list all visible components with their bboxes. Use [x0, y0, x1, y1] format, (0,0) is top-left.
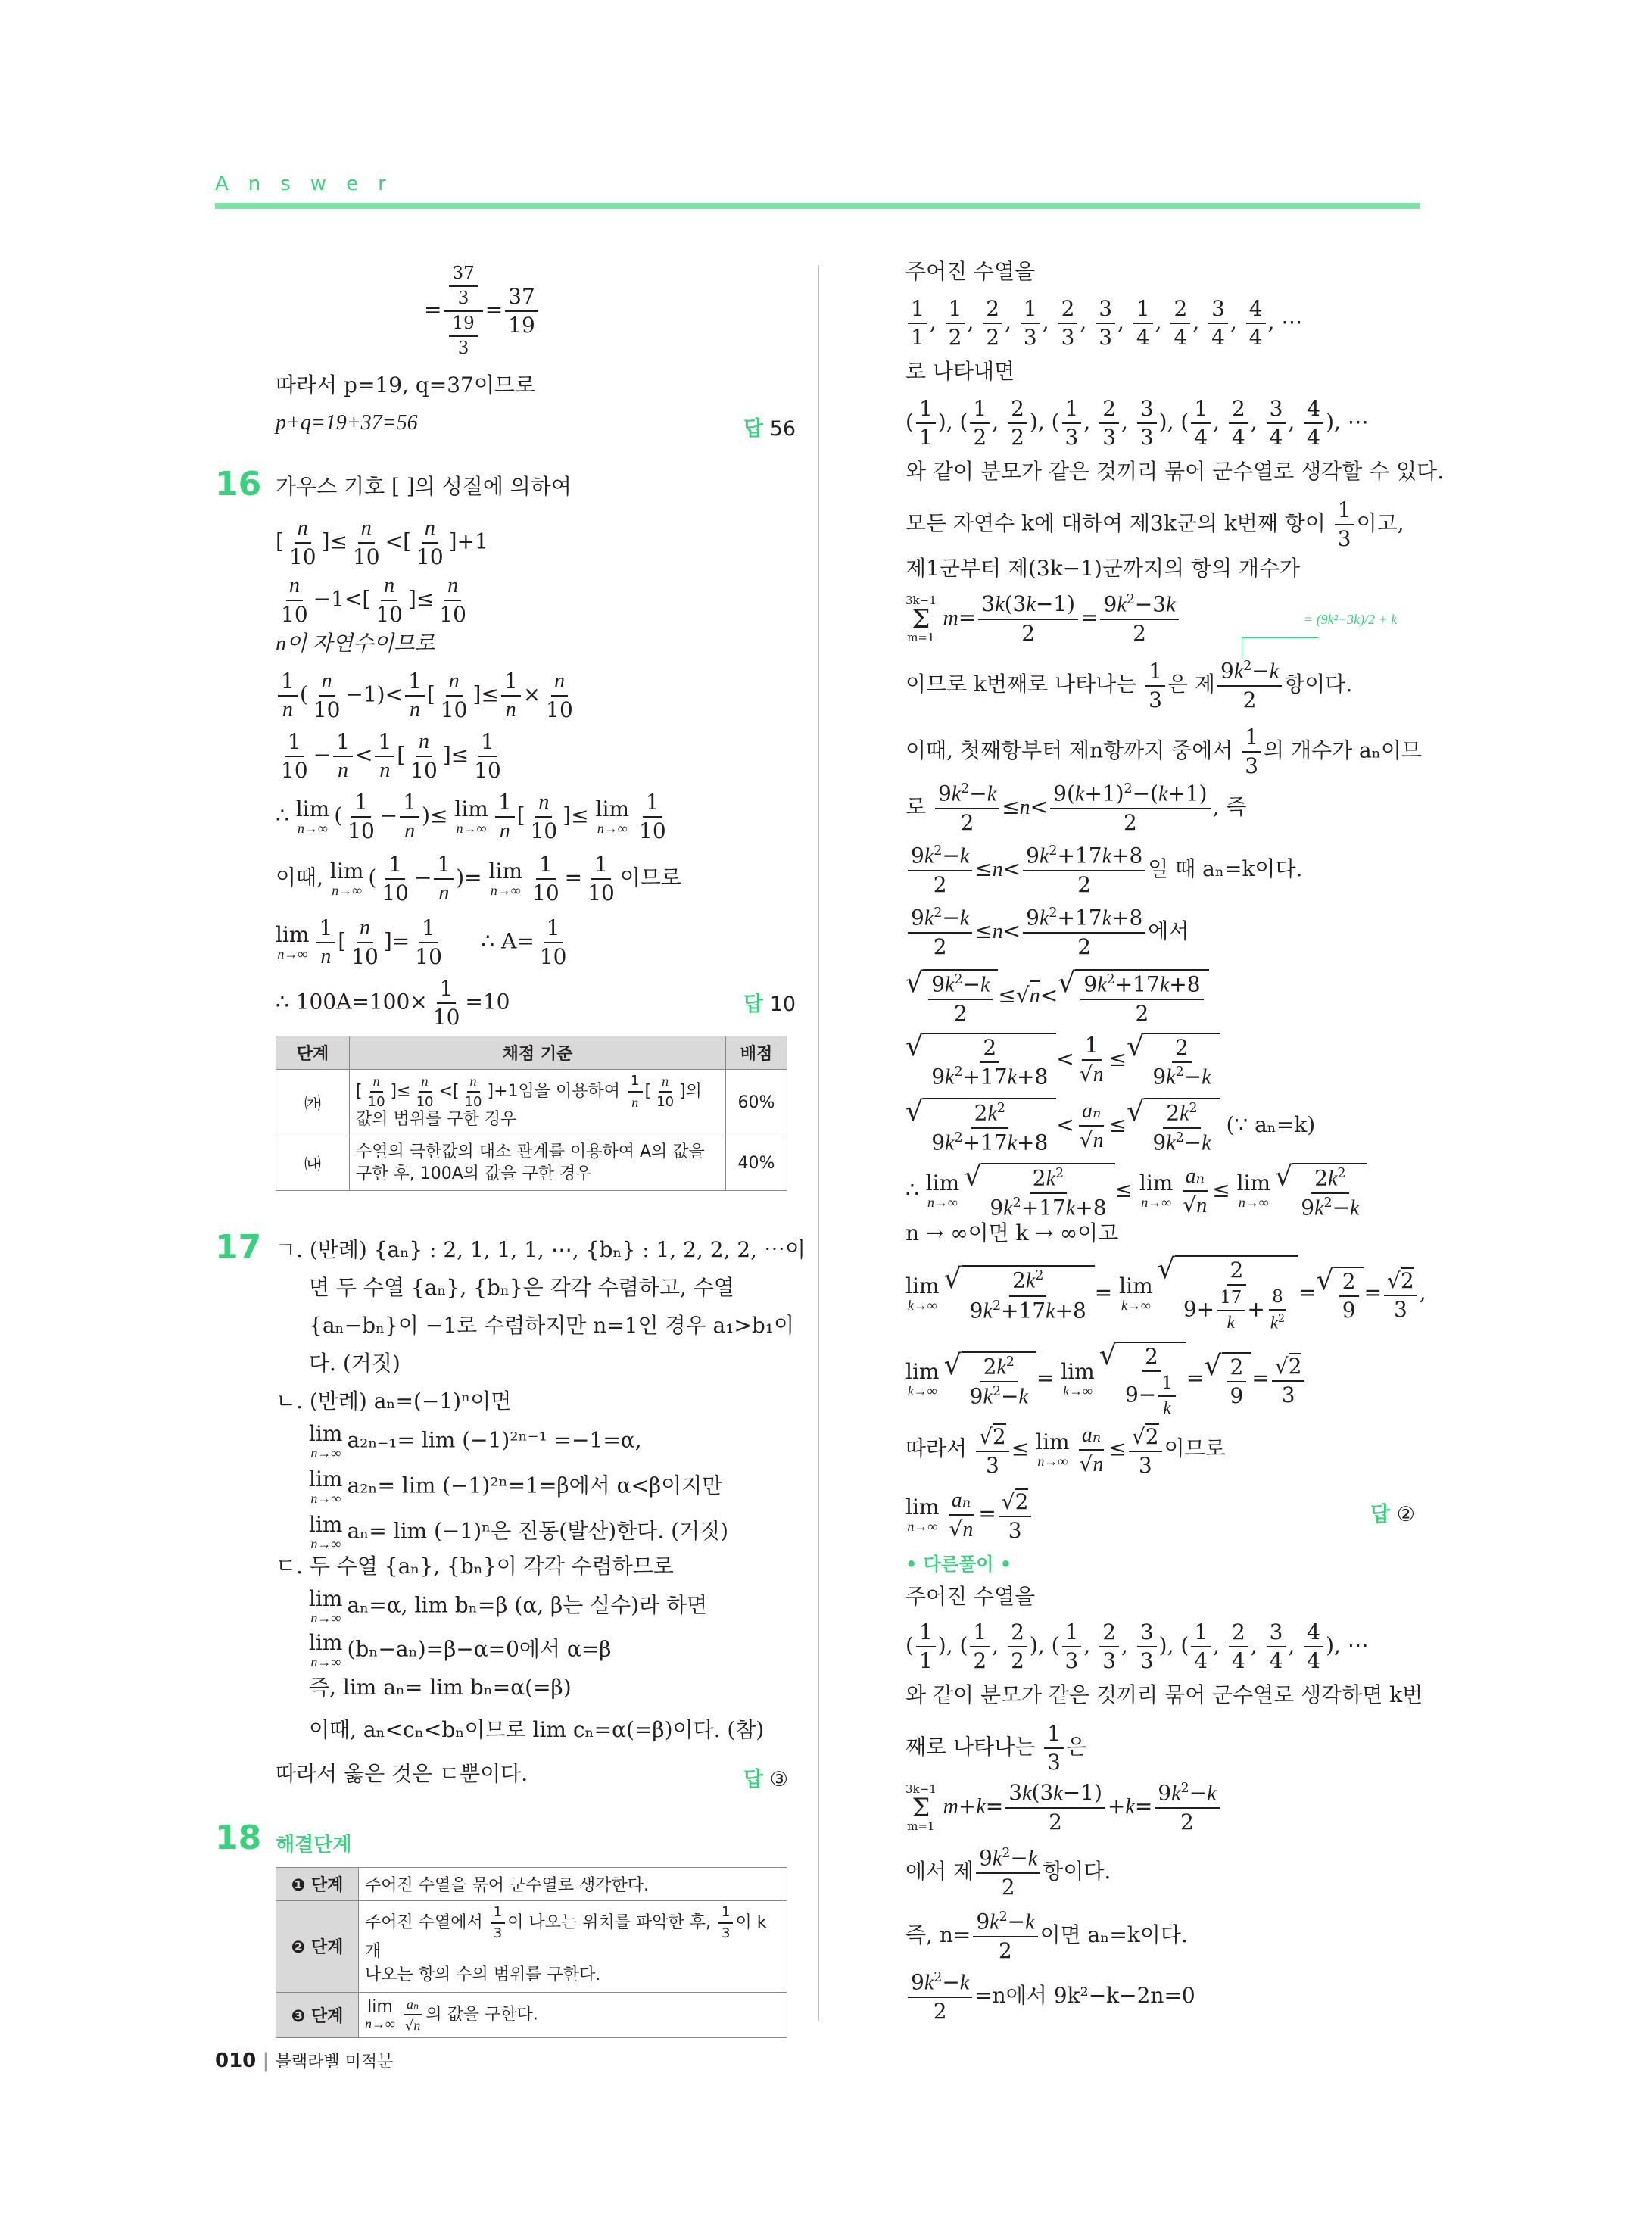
p17-c1: ㄷ. 두 수열 {aₙ}, {bₙ}이 각각 수렴하므로	[276, 1554, 674, 1579]
r-alt6: $\frac{9k^2-k}{2}$ =n에서 9k²−k−2n=0	[905, 1972, 1195, 2022]
footer: 010 | 블랙라벨 미적분	[215, 2050, 394, 2072]
r-line4: 모든 자연수 k에 대하여 제3k군의 k번째 항이 $\frac{1}{3}$ 이고,	[905, 497, 1404, 551]
p17-c5: 이때, aₙ<cₙ<bₙ이므로 lim cₙ=α(=β)이다. (참)	[309, 1717, 765, 1742]
p17-b4: lim n→∞ aₙ= lim (−1)ⁿ은 진동(발산)한다. (거짓)	[309, 1512, 729, 1551]
p17-a2: 면 두 수열 {aₙ}, {bₙ}은 각각 수렴하고, 수열	[309, 1275, 734, 1300]
p15-line1: 따라서 p=19, q=37이므로	[276, 372, 536, 397]
r-annotation-bracket	[1242, 637, 1318, 659]
p15-answer: 답 56	[743, 417, 796, 441]
r-line12: 따라서 $\frac{√2}{3}$ ≤ lim n→∞ $\frac{\text{aₙ}}{√n}$ ≤ $\frac{√2}{3}$ 이므로	[905, 1423, 1226, 1478]
r-alt-grouped: ( $\frac{1}{1}$ ), ( $\frac{1}{2}$ , $\frac{2}{2}$ ), ( $\frac{1}{3}$ , $\frac{2}{3}$ , $\frac{3}{3}$ ), ( $\frac{1}{4}$ , $\frac{2}{4}$ , $\frac{3}{4}$ , $\frac{4}{4}$ ), ⋯	[905, 1619, 1369, 1673]
p17-b1: ㄴ. (반례) aₙ=(−1)ⁿ이면	[276, 1389, 512, 1414]
r-line6: 이므로 k번째로 나타나는 $\frac{1}{3}$ 은 제 $\frac{9k^2-k}{2}$ 항이다.	[905, 658, 1353, 713]
p17-number: 17	[215, 1228, 262, 1267]
p16-ineq3: $\frac{1}{n}$ ( $\frac{n}{10}$ −1)< $\frac{1}{n}$ [ $\frac{n}{10}$ ]≤ $\frac{1}{n}$ × $\frac{n}{10}$	[276, 671, 578, 721]
r-line2: 로 나타내면	[905, 359, 1015, 384]
table-row: ㈎ [ $\frac{n}{10}$ ]≤ $\frac{n}{10}$ <[ $\frac{n}{10}$ ]+1임을 이용하여 $\frac{1}{n}$ [ $\frac{n}{10}$ ]의 값의 범위를 구한 경우 60%	[276, 1070, 787, 1136]
p16-grading-table	[276, 1036, 787, 1191]
r-alt4: 에서 제 $\frac{9k^2-k}{2}$ 항이다.	[905, 1845, 1111, 1900]
table-row: ❸ 단계 lim n→∞ $\frac{\text{aₙ}}{√n}$ 의 값을 구한다.	[276, 1992, 787, 2037]
r-annotation: = (9k²−3k)/2 + k	[1304, 612, 1398, 627]
p18-number: 18	[215, 1819, 262, 1857]
r-limit2: lim k→∞ √ $\frac{2k^2}{9k^2-k}$ = lim k→∞ √ 2 9− $\frac{1}{k}$ = √ $\frac{2}{9}$ = $\frac{√2}{3}$	[905, 1342, 1307, 1417]
r-line7: 이때, 첫째항부터 제n항까지 중에서 $\frac{1}{3}$ 의 개수가 aₙ이므	[905, 725, 1422, 778]
table-row: ㈏ 수열의 극한값의 대소 관계를 이용하여 A의 값을 구한 후, 100A의 값을 구한 경우 40%	[276, 1136, 787, 1190]
p17-c4: 즉, lim aₙ= lim bₙ=α(=β)	[309, 1675, 572, 1700]
r-result: lim n→∞ $\frac{\text{aₙ}}{√n}$ = $\frac{√2}{3}$	[905, 1488, 1033, 1541]
p17-c2: lim n→∞ aₙ=α, lim bₙ=β (α, β는 실수)라 하면	[309, 1586, 708, 1626]
p16-natural: n이 자연수이므로	[276, 632, 435, 656]
p18-title: 해결단계	[276, 1834, 352, 1856]
p16-ineq5: ∴ lim n→∞ ( $\frac{1}{10}$ − $\frac{1}{n}$ )≤ lim n→∞ $\frac{1}{n}$ [ $\frac{n}{10}$ ]≤ lim n→∞ $\frac{1}{10}$	[276, 790, 666, 843]
r-alt3: 째로 나타나는 $\frac{1}{3}$ 은	[905, 1721, 1086, 1775]
r-line10: $\frac{9k^2-k}{2}$ ≤n< $\frac{9k^2+17k+8}{2}$ 에서	[905, 907, 1189, 958]
r-sqrt-ineq2: √ $\frac{2}{9k^2+17k+8}$ < $\frac{1}{√n}$ ≤ √ $\frac{2}{9k^2-k}$	[905, 1033, 1220, 1088]
p16-ineq4: $\frac{1}{10}$ − $\frac{1}{n}$ < $\frac{1}{n}$ [ $\frac{n}{10}$ ]≤ $\frac{1}{10}$	[281, 729, 501, 783]
r-grouped: ( $\frac{1}{1}$ ), ( $\frac{1}{2}$ , $\frac{2}{2}$ ), ( $\frac{1}{3}$ , $\frac{2}{3}$ , $\frac{3}{3}$ ), ( $\frac{1}{4}$ , $\frac{2}{4}$ , $\frac{3}{4}$ , $\frac{4}{4}$ ), ⋯	[905, 396, 1369, 450]
r-line9: $\frac{9k^2-k}{2}$ ≤n< $\frac{9k^2+17k+8}{2}$ 일 때 aₙ=k이다.	[905, 845, 1302, 896]
r-sqrt-ineq1: √ $\frac{9k^2-k}{2}$ ≤√n< √ $\frac{9k^2+17k+8}{2}$	[905, 969, 1209, 1024]
p17-answer: 답 ③	[743, 1768, 788, 1791]
r-alt-sum: 3k−1 Σ m=1 m+k= $\frac{3k(3k-1)}{2}$ +k= $\frac{9k^2-k}{2}$	[905, 1782, 1222, 1833]
p16-ineq2: $\frac{n}{10}$ −1<[ $\frac{n}{10}$ ]≤ $\frac{n}{10}$	[281, 574, 466, 627]
p17-a3: {aₙ−bₙ}이 −1로 수렴하지만 n=1인 경우 a₁>b₁이	[309, 1313, 795, 1338]
r-alt2: 와 같이 분모가 같은 것끼리 묶어 군수열로 생각하면 k번	[905, 1682, 1423, 1707]
r-alt-title: • 다른풀이 •	[905, 1554, 1012, 1575]
r-sequence: $\frac{1}{1}$ , $\frac{1}{2}$ , $\frac{2}{2}$ , $\frac{1}{3}$ , $\frac{2}{3}$ , $\frac{3}{3}$ , $\frac{1}{4}$ , $\frac{2}{4}$ , $\frac{3}{4}$ , $\frac{4}{4}$ , ⋯	[905, 298, 1302, 348]
p17-b2: lim n→∞ a₂ₙ₋₁= lim (−1)²ⁿ⁻¹ =−1=α,	[309, 1421, 642, 1460]
r-answer: 답 ②	[1370, 1503, 1415, 1526]
r-line11: n → ∞이면 k → ∞이고	[905, 1220, 1119, 1245]
p17-b3: lim n→∞ a₂ₙ= lim (−1)²ⁿ=1=β에서 α<β이지만	[309, 1467, 723, 1506]
grading-header-step: 단계	[276, 1036, 350, 1070]
r-alt5: 즉, n= $\frac{9k^2-k}{2}$ 이면 aₙ=k이다.	[905, 1909, 1188, 1964]
p16-A: lim n→∞ $\frac{1}{n}$ [ $\frac{n}{10}$ ]= $\frac{1}{10}$ ∴ A= $\frac{1}{10}$	[276, 915, 567, 969]
page-number: 010	[215, 2050, 257, 2072]
r-line8: 로 $\frac{9k^2-k}{2}$ ≤n< $\frac{9(k+1)^2-(k+1)}{2}$ , 즉	[905, 781, 1247, 836]
p16-then: 이때, lim n→∞ ( $\frac{1}{10}$ − $\frac{1}{n}$ )= lim n→∞ $\frac{1}{10}$ = $\frac{1}{10}$ 이므로	[276, 852, 681, 906]
p18-steps-table	[276, 1867, 787, 2038]
r-limit1: lim k→∞ √ $\frac{2k^2}{9k^2+17k+8}$ = lim k→∞ √ 2 9+ $\frac{17}{k}$ + $\frac{8}{k^2}$ = √ $\frac{2}{9}$ = $\frac{√2}{3}$ ,	[905, 1252, 1426, 1333]
book-title: 블랙라벨 미적분	[275, 2053, 394, 2071]
r-alt1: 주어진 수열을	[905, 1584, 1036, 1609]
p15-fraction-line: = $\frac{\frac{37}{3}}{\frac{19}{3}}$ = $\frac{37}{19}$	[424, 265, 541, 357]
p17-a1: ㄱ. (반례) {aₙ} : 2, 1, 1, 1, ⋯, {bₙ} : 1, 2, 2, 2, ⋯이	[276, 1237, 806, 1262]
p16-ineq1: [ $\frac{n}{10}$ ]≤ $\frac{n}{10}$ <[ $\frac{n}{10}$ ]+1	[276, 516, 488, 569]
p16-answer: 답 10	[743, 993, 796, 1016]
header-rule	[215, 203, 1420, 209]
p17-conclusion: 따라서 옳은 것은 ㄷ뿐이다.	[276, 1761, 528, 1786]
p16-intro: 가우스 기호 [ ]의 성질에 의하여	[276, 474, 572, 499]
r-lim-ineq: ∴ lim n→∞ √ $\frac{2k^2}{9k^2+17k+8}$ ≤ lim n→∞ $\frac{\text{aₙ}}{√n}$ ≤ lim n→∞ √ $\frac{2k^2}{9k^2-k}$	[905, 1163, 1367, 1220]
p15-line2: p+q=19+37=56	[276, 411, 418, 435]
grading-header-points: 배점	[726, 1036, 787, 1070]
table-row: ❷ 단계 주어진 수열에서 $\frac{1}{3}$ 이 나오는 위치를 파악한 후, $\frac{1}{3}$ 이 k개 나오는 항의 수의 범위를 구한다.	[276, 1901, 787, 1993]
grading-header-criterion: 채점 기준	[350, 1036, 726, 1070]
r-line1: 주어진 수열을	[905, 259, 1036, 284]
column-divider	[818, 265, 819, 2021]
header-label: Answer	[215, 173, 406, 195]
p16-final: ∴ 100A=100× $\frac{1}{10}$ =10	[276, 976, 510, 1030]
p17-c3: lim n→∞ (bₙ−aₙ)=β−α=0에서 α=β	[309, 1630, 612, 1669]
p17-a4: 다. (거짓)	[309, 1351, 401, 1376]
r-sum: 3k−1 Σ m=1 m= $\frac{3k(3k-1)}{2}$ = $\frac{9k^2-3k}{2}$	[905, 594, 1181, 644]
p16-number: 16	[215, 465, 262, 503]
r-sqrt-ineq3: √ $\frac{2k^2}{9k^2+17k+8}$ < $\frac{\text{aₙ}}{√n}$ ≤ √ $\frac{2k^2}{9k^2-k}$ (∵ aₙ=k)	[905, 1095, 1316, 1155]
r-line3: 와 같이 분모가 같은 것끼리 묶어 군수열로 생각할 수 있다.	[905, 459, 1445, 484]
table-row: ❶ 단계 주어진 수열을 묶어 군수열로 생각한다.	[276, 1868, 787, 1901]
r-line5: 제1군부터 제(3k−1)군까지의 항의 개수가	[905, 556, 1301, 581]
